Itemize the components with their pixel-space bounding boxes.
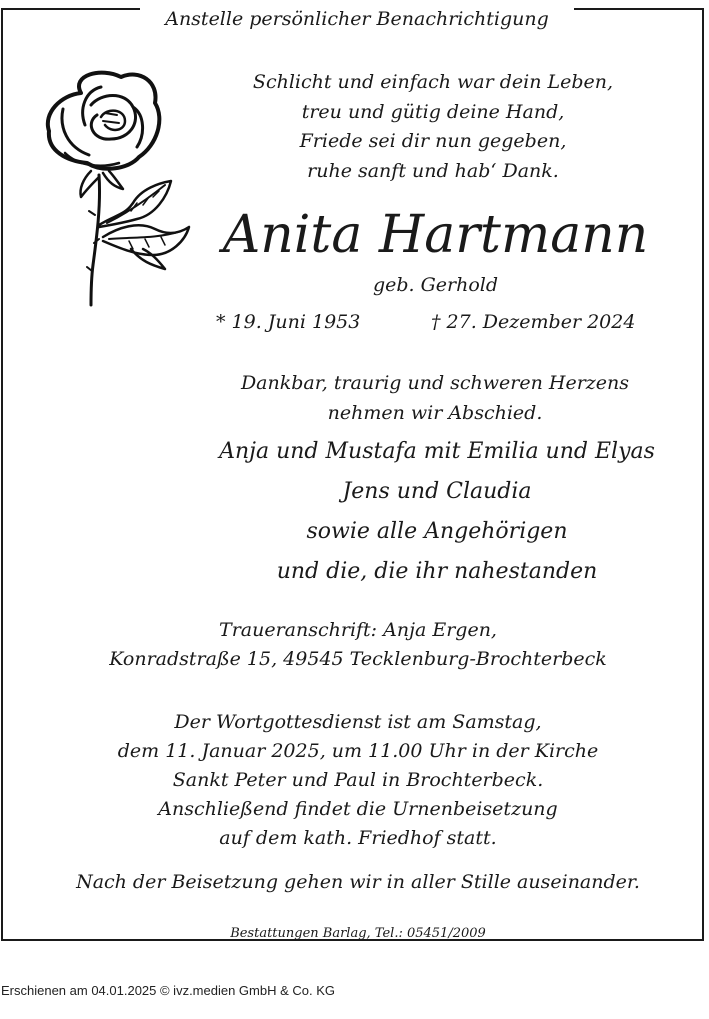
mourner-line: sowie alle Angehörigen bbox=[306, 519, 568, 544]
poem-line: ruhe sanft und hab‘ Dank. bbox=[307, 159, 559, 182]
service-line: Der Wortgottesdienst ist am Samstag, bbox=[174, 711, 542, 733]
thanks-line: nehmen wir Abschied. bbox=[327, 402, 543, 424]
poem-line: treu und gütig deine Hand, bbox=[301, 100, 565, 123]
mourners-list bbox=[183, 432, 691, 592]
service-line: auf dem kath. Friedhof statt. bbox=[219, 827, 497, 849]
obituary-frame bbox=[1, 8, 704, 941]
mourning-address bbox=[43, 616, 673, 674]
thanks-text bbox=[203, 368, 667, 428]
mourner-line: Anja und Mustafa mit Emilia und Elyas bbox=[219, 439, 655, 464]
death-date: † 27. Dezember 2024 bbox=[431, 311, 636, 333]
birth-date: * 19. Juni 1953 bbox=[216, 311, 361, 333]
header-label: Anstelle persönlicher Benachrichtigung bbox=[140, 7, 574, 31]
service-details bbox=[43, 708, 673, 853]
publication-footer: Erschienen am 04.01.2025 © ivz.medien GmbH & Co. KG bbox=[1, 983, 336, 998]
thanks-line: Dankbar, traurig und schweren Herzens bbox=[240, 372, 630, 394]
poem-line: Friede sei dir nun gegeben, bbox=[299, 130, 567, 152]
maiden-name: geb. Gerhold bbox=[372, 274, 499, 296]
mourner-line: und die, die ihr nahestanden bbox=[276, 559, 598, 584]
poem-line: Schlicht und einfach war dein Leben, bbox=[252, 71, 614, 93]
undertaker-info: Bestattungen Barlag, Tel.: 05451/2009 bbox=[230, 926, 486, 941]
poem bbox=[203, 68, 663, 186]
closing-note: Nach der Beisetzung gehen wir in aller Stille auseinander. bbox=[76, 871, 640, 893]
address-line: Konradstraße 15, 49545 Tecklenburg-Brochterbeck bbox=[109, 648, 607, 670]
rose-icon bbox=[41, 65, 196, 315]
service-line: Sankt Peter und Paul in Brochterbeck. bbox=[172, 769, 544, 791]
address-line: Traueranschrift: Anja Ergen, bbox=[219, 619, 497, 641]
deceased-name: Anita Hartmann bbox=[222, 205, 649, 265]
service-line: dem 11. Januar 2025, um 11.00 Uhr in der Kirche bbox=[117, 740, 599, 762]
service-line: Anschließend findet die Urnenbeisetzung bbox=[158, 798, 558, 820]
mourner-line: Jens und Claudia bbox=[342, 479, 532, 504]
